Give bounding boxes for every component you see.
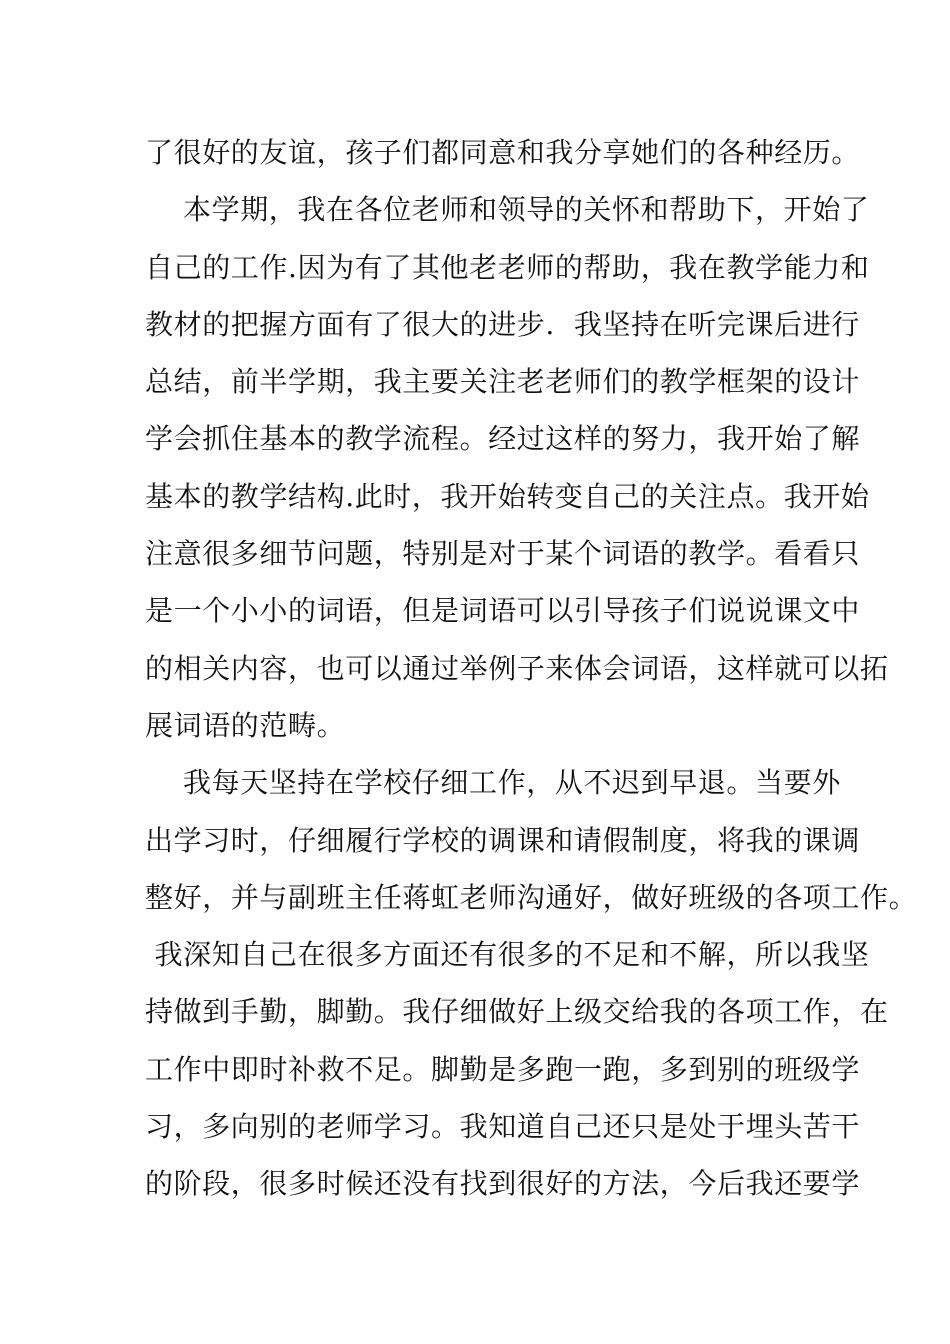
text-line: 注意很多细节问题，特别是对于某个词语的教学。看看只 [145,537,861,571]
text-line: 是一个小小的词语，但是词语可以引导孩子们说说课文中 [145,594,861,628]
body-text [145,124,918,1213]
text-line: 工作中即时补救不足。脚勤是多跑一跑，多到别的班级学 [145,1052,861,1086]
text-line: 本学期，我在各位老师和领导的关怀和帮助下，开始了 [145,193,870,227]
text-line: 教材的把握方面有了很大的进步. 我坚持在听完课后进行 [145,307,860,341]
text-line: 学会抓住基本的教学流程。经过这样的努力，我开始了解 [145,422,861,456]
text-line: 我深知自己在很多方面还有很多的不足和不解，所以我坚 [145,938,870,972]
text-line: 基本的教学结构.此时，我开始转变自己的关注点。我开始 [145,479,870,513]
text-line: 总结，前半学期，我主要关注老老师们的教学框架的设计 [145,365,861,399]
text-line: 自己的工作.因为有了其他老老师的帮助，我在教学能力和 [145,250,870,284]
text-line: 的阶段，很多时候还没有找到很好的方法，今后我还要学 [145,1167,861,1201]
text-line: 的相关内容，也可以通过举例子来体会词语，这样就可以拓 [145,651,889,685]
text-line: 了很好的友谊，孩子们都同意和我分享她们的各种经历。 [145,136,861,169]
text-line: 我每天坚持在学校仔细工作，从不迟到早退。当要外 [145,766,841,800]
text-line: 展词语的范畴。 [145,708,346,742]
text-line: 习，多向别的老师学习。我知道自己还只是处于埋头苦干 [145,1110,861,1144]
text-line: 持做到手勤，脚勤。我仔细做好上级交给我的各项工作，在 [145,995,889,1029]
text-line: 出学习时，仔细履行学校的调课和请假制度，将我的课调 [145,823,861,857]
text-line: 整好，并与副班主任蒋虹老师沟通好，做好班级的各项工作。 [145,880,918,914]
